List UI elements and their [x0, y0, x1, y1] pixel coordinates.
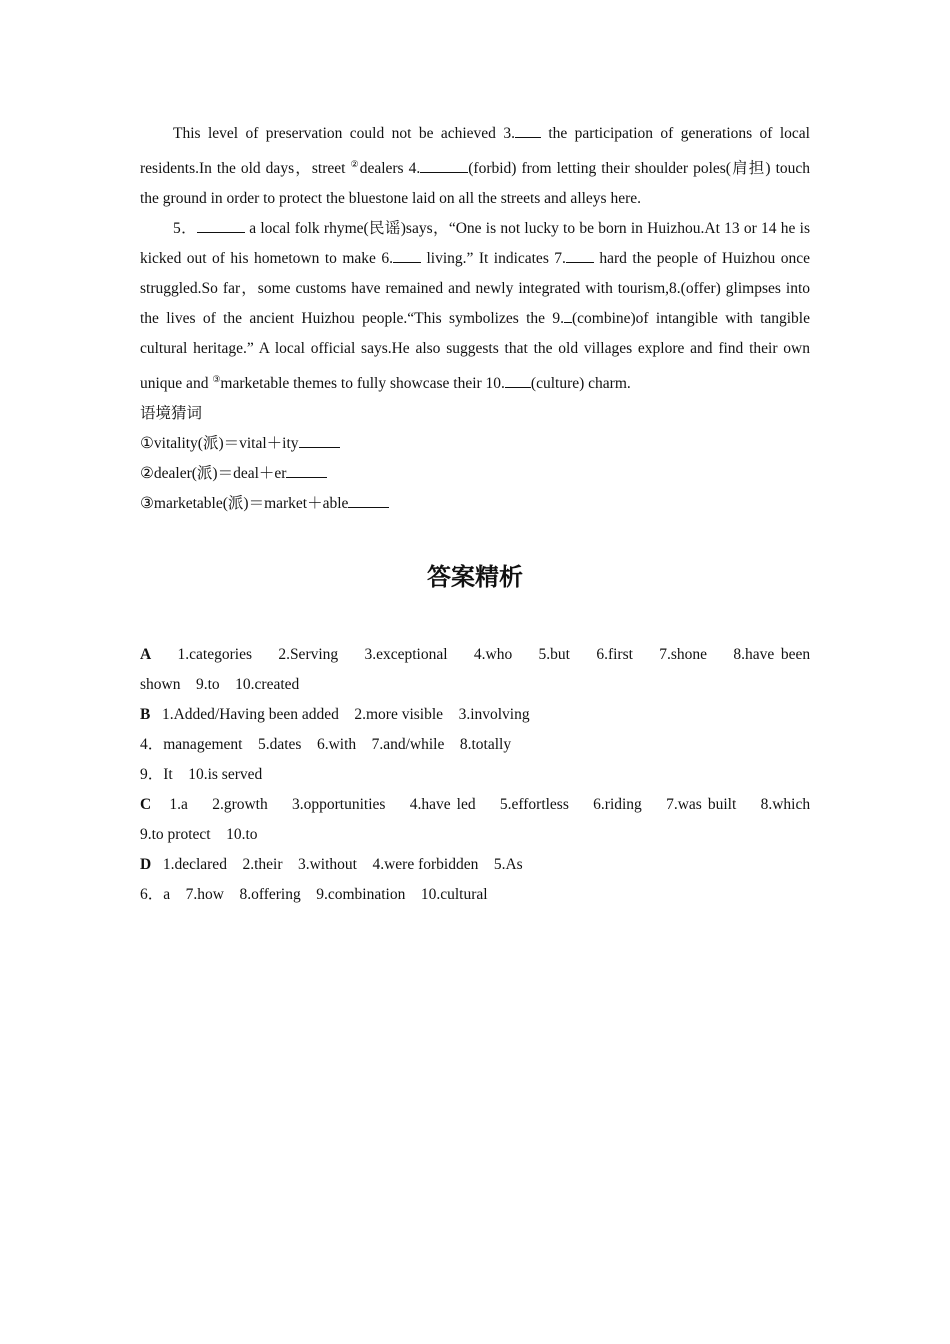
blank-3: [515, 122, 541, 138]
blank-7: [566, 247, 594, 263]
answer-line-B1: B 1.Added/Having been added 2.more visible 3.involving: [140, 706, 530, 723]
passage-paragraph-2: [140, 214, 810, 399]
blank-4: [420, 157, 468, 173]
vocab-blank: [348, 492, 389, 508]
answers-section: [140, 640, 810, 910]
text: 5．: [173, 220, 197, 237]
vocab-item: ③marketable(派)＝market＋able: [140, 489, 810, 519]
text: (forbid) from letting their shoulder poles(肩担) touch the ground in order to protect the bluestone laid on all the streets and alleys here.: [140, 160, 811, 207]
text: This level of preservation could not be achieved 3.: [173, 125, 515, 142]
answer-line-D1: D 1.declared 2.their 3.without 4.were forbidden 5.As: [140, 856, 523, 873]
text: (offer) glimpses into the lives of the ancient Huizhou people.“This symbolizes the 9.: [140, 280, 810, 327]
blank-10: [505, 372, 531, 388]
answer-line-A2: shown 9.to 10.created: [140, 676, 300, 693]
answer-line-D2: 6．a 7.how 8.offering 9.combination 10.cultural: [140, 886, 488, 903]
answer-line-C1: C 1.a 2.growth 3.opportunities 4.have led 5.effortless 6.riding 7.was built 8.which: [140, 796, 811, 813]
answer-line-C2: 9.to protect 10.to: [140, 826, 258, 843]
footnote-marker-2: ②: [350, 159, 360, 169]
answer-line-B3: 9．It 10.is served: [140, 766, 263, 783]
document-page: [140, 119, 810, 910]
blank-5: [197, 217, 245, 233]
blank-6: [393, 247, 421, 263]
text: marketable themes to fully showcase their 10.: [220, 375, 505, 392]
answer-line-B2: 4．management 5.dates 6.with 7.and/while 8.totally: [140, 736, 512, 753]
text: (culture) charm.: [530, 375, 631, 392]
text: the participation of generations of local residents.In the old days，street: [140, 125, 810, 177]
vocab-item: ①vitality(派)＝vital＋ity: [140, 429, 810, 459]
text: a local folk rhyme(民谣)says，“One is not lucky to be born in Huizhou.At 13 or 14 he is kicked out of his hometown to make 6.: [140, 220, 810, 267]
footnote-marker-3: ③: [212, 374, 221, 384]
vocab-title: 语境猜词: [140, 405, 203, 422]
answers-heading: 答案精析: [427, 563, 523, 591]
passage-paragraph-1: [140, 119, 810, 214]
vocab-item: ②dealer(派)＝deal＋er: [140, 459, 810, 489]
answer-line-A1: A 1.categories 2.Serving 3.exceptional 4.who 5.but 6.first 7.shone 8.have been: [140, 646, 811, 663]
vocab-blank: [286, 462, 327, 478]
text: (combine)of intangible with tangible cultural heritage.” A local official says.He also suggests that the old villages explore and find their own unique and: [140, 310, 810, 392]
text: hard the people of Huizhou once struggled.So far，some customs have remained and newly integrated with tourism,8.: [140, 250, 811, 297]
blank-9: [564, 307, 572, 323]
vocab-blank: [299, 432, 340, 448]
text: living.” It indicates 7.: [421, 250, 566, 267]
text: dealers 4.: [359, 160, 421, 177]
